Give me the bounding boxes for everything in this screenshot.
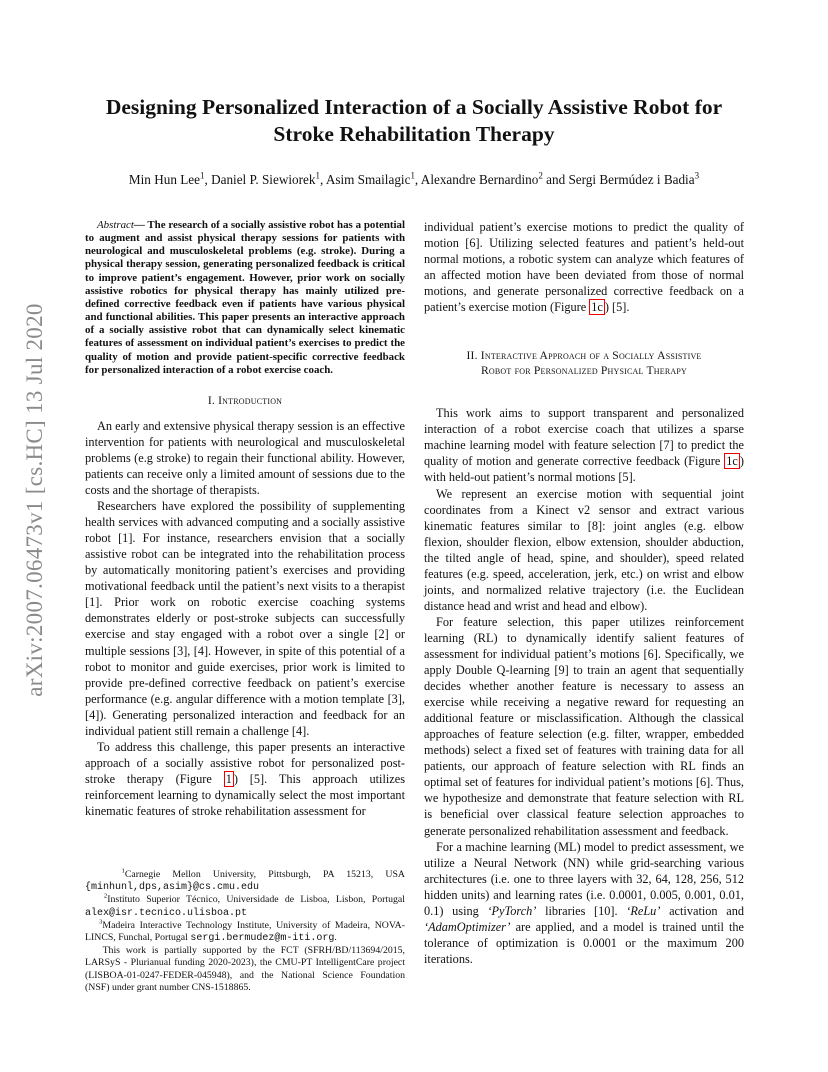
figure-ref-link[interactable]: 1 [225,771,232,786]
section2-paragraph-1: This work aims to support transparent and personalized interaction of a robot exercise coach that utilizes a sparse machine learning model with feature selection [7] to predict the quality of motion and generate corrective feedback (Figure 1c ) with held-out patient’s normal motions [5]. [424,406,744,485]
intro-paragraph-2: Researchers have explored the possibility of supplementing health services with advanced computing and a socially assistive robot [1]. For instance, researchers envision that a socially assistive robot can be integrated into the rehabilitation process by automatically monitoring patient’s exercises and providing motivational feedback until the patient’s next visits to a therapist [1]. Prior work on robotic exercise coaching systems demonstrates elderly or post-stroke subjects can successfully exercise and stay engaged with a robot over a single [2] or multiple sessions [3], [4]. However, in spite of this potential of a robot to monitor and guide exercises, prior work is limited to provide pre-defined corrective feedback on patient’s exercise performance (e.g. angular difference with a motion template [3], [4]). Generating personalized interaction and feedback for an individual patient still remain a challenge [4]. [85,499,405,738]
title-line-2: Stroke Rehabilitation Therapy [273,122,555,146]
author: Daniel P. Siewiorek$^1$ [211,170,320,187]
figure-ref-link[interactable]: 1c [726,454,738,469]
section-heading-introduction: I. Introduction [207,393,283,407]
section-heading-interactive-approach: II. Interactive Approach of a Socially Assistive Robot for Personalized Physical Therapy [466,349,702,378]
section2-paragraph-2: We represent an exercise motion with sequential joint coordinates from a Kinect v2 sensor and extract various kinematic features similar to [8]: joint angles (e.g. elbow flexion, shoulder flexion, elbow extension, shoulder abduction, the tilted angle of head, spine, and shoulder), speed related features (e.g. speed, acceleration, jerk, etc.) on wrist and elbow joints, and normalized relative trajectory (i.e. the Euclidean distance head and wrist and head and elbow). [424,486,744,613]
author: Min Hun Lee$^1$ [128,170,205,187]
section2-paragraph-3: For feature selection, this paper utilizes reinforcement learning (RL) to dynamically identify salient features of assessment for individual patient’s motions [6]. Specifically, we apply Double Q-learning [9] to train an agent that sequentially decides whether another feature is necessary to assess an exercise while receiving a negative reward for requesting an additional feature or misclassification. Although the classical approaches of feature selection (e.g. filter, wrapper, embedded methods) select a fixed set of features with training data for all patients, our approach of feature selection with RL finds an optimal set of features for individual patient’s motions [6]. Thus, we hypothesize and demonstrate that feature selection with RL is beneficial over classical feature selection approaches to generate personalized rehabilitation assessment and feedback. [424,614,744,838]
intro-paragraph-3: To address this challenge, this paper presents an interactive approach of a socially assistive robot for personalized post-stroke therapy (Figure 1 ) [5]. This approach utilizes reinforcement learning to dynamically select the most important kinematic features of stroke rehabilitation assessment for [85,739,405,818]
section2-paragraph-4: For a machine learning (ML) model to predict assessment, we utilize a Neural Network (NN) while grid-searching various architectures (i.e. one to three layers with 32, 64, 128, 256, 512 hidden units) and learning rates (i.e. 0.0001, 0.005, 0.001, 0.01, 0.1) using ‘PyTorch’ libraries [10]. ‘ReLu’ activation and ‘AdamOptimizer’ are applied, and a model is trained until the tolerance of optimization is 0.0001 or the maximum 200 iterations. [424,839,744,966]
arxiv-identifier [10,290,60,710]
left-column [85,219,405,819]
abstract: Abstract— The research of a socially assistive robot has a potential to augment and assist physical therapy sessions for patients with neurological and musculoskeletal problems (e.g. stroke). During a physical therapy session, generating personalized feedback is critical to improve patient’s engagement. However, prior work on socially assistive robotics for physical therapy has mainly utilized pre-defined corrective feedback even if patients have various physical and functional abilities. This paper presents an interactive approach of a socially assistive robot that can dynamically select kinematic features of assessment on individual patient’s exercises to predict the quality of motion and provide patient-specific corrective feedback for personalized interaction of a robot exercise coach. [85,219,405,376]
footnote-affiliation-1: $^1$Carnegie Mellon University, Pittsburgh, PA 15213, USA {minhunl,dps,asim}@cs.cmu.edu [85,867,405,894]
right-column [424,219,744,967]
abstract-label: Abstract [97,219,134,231]
intro-paragraph-1: An early and extensive physical therapy session is an effective intervention for patients with neurological and musculoskeletal problems (e.g stroke) to regain their functional ability. However, patients can receive only a limited amount of sessions due to the costs and the shortage of therapists. [85,418,405,498]
footnotes [85,869,405,994]
author-list: Min Hun Lee$^1$, Daniel P. Siewiorek$^1$, Asim Smailagic$^1$, Alexandre Bernardino$^2$ and Sergi Bermúdez i Badia$^3$ [128,170,700,187]
author: Sergi Bermúdez i Badia$^3$ [568,170,700,187]
continued-paragraph: individual patient’s exercise motions to predict the quality of motion [6]. Utilizing selected features and patient’s held-out normal motions, a robotic system can analyze which features of an affected motion have been deviated from those of normal motions, and generate personalized corrective feedback on a patient’s exercise motion (Figure 1c ) [5]. [424,220,744,315]
email-link[interactable]: sergi.bermudez@m-iti.org [190,933,335,945]
email-link[interactable]: {minhunl,dps,asim}@cs.cmu.edu [85,882,260,894]
paper-title [60,94,768,148]
footnote-funding: This work is partially supported by the FCT (SFRH/BD/113694/2015, LARSyS - Plurianual funding 2020-2023), the CMU-PT IntelligentCare project (LISBOA-01-0247-FEDER-045948), and the National Science Foundation (NSF) under grant number CNS-1518865. [85,945,405,993]
figure-ref-link[interactable]: 1c [591,300,603,315]
author: Asim Smailagic$^1$ [325,170,415,187]
email-link[interactable]: alex@isr.tecnico.ulisboa.pt [85,907,248,919]
footnote-affiliation-2: $^2$Instituto Superior Técnico, Universidade de Lisboa, Lisbon, Portugal alex@isr.tecnico.ulisboa.pt [85,893,405,919]
footnote-affiliation-3: $^3$Madeira Interactive Technology Institute, University of Madeira, NOVA-LINCS, Funchal, Portugal sergi.bermudez@m-iti.org. [85,918,405,945]
author: Alexandre Bernardino$^2$ [420,170,543,187]
arxiv-identifier-text: arXiv:2007.06473v1 [cs.HC] 13 Jul 2020 [22,303,47,697]
title-line-1: Designing Personalized Interaction of a Socially Assistive Robot for [105,95,723,119]
